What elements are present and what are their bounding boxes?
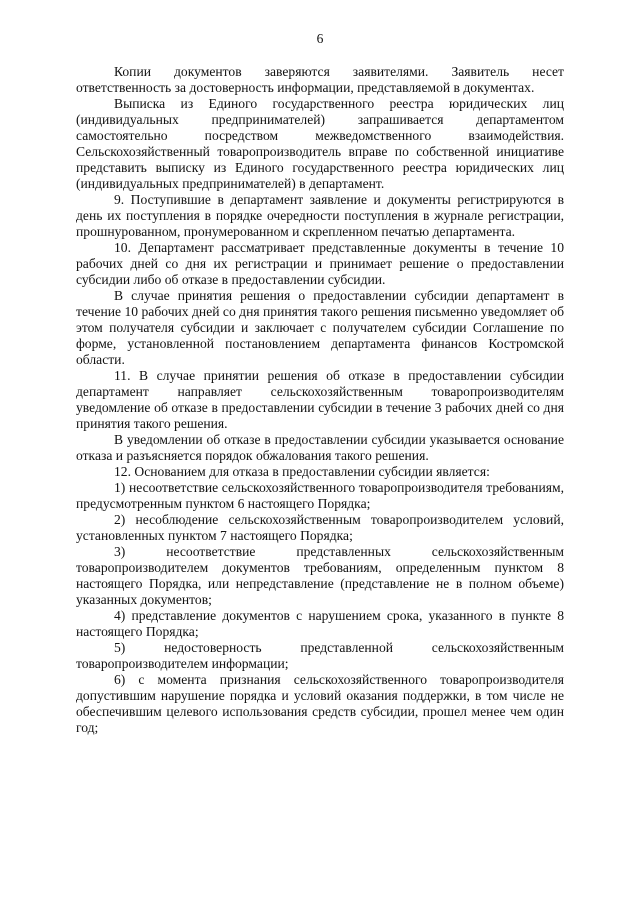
paragraph-item-10: 10. Департамент рассматривает представленные документы в течение 10 рабочих дней со дня их регистрации и принимает решение о предоставлении субсидии либо об отказе в предоставлении субсидии. [76, 240, 564, 287]
page-number: 6 [316, 31, 324, 46]
paragraph-item-12: 12. Основанием для отказа в предоставлении субсидии является: [114, 464, 490, 479]
list-item-5: 5) недостоверность представленной сельскохозяйственным товаропроизводителем информации; [76, 640, 564, 671]
list-item-6: 6) с момента признания сельскохозяйственного товаропроизводителя допустившим нарушение порядка и условий оказания поддержки, в том числе не обеспечившим целевого использования средств субсидии, прошел менее чем один год; [76, 672, 564, 735]
paragraph-registry-extract: Выписка из Единого государственного реестра юридических лиц (индивидуальных предпринимателей) запрашивается департаментом самостоятельно посредством межведомственного взаимодействия. Сельскохозяйственный товаропроизводитель вправе по собственной инициативе представить выписку из Единого государственного реестра юридических лиц (индивидуальных предпринимателей) в департамент. [76, 96, 564, 191]
document-page [76, 30, 564, 736]
list-item-4: 4) представление документов с нарушением срока, указанного в пункте 8 настоящего Порядка; [76, 608, 564, 639]
list-item-1: 1) несоответствие сельскохозяйственного товаропроизводителя требованиям, предусмотренным пунктом 6 настоящего Порядка; [76, 480, 564, 511]
paragraph-subsidy-granted: В случае принятия решения о предоставлении субсидии департамент в течение 10 рабочих дней со дня принятия такого решения письменно уведомляет об этом получателя субсидии и заключает с получателем субсидии Соглашение по форме, установленной постановлением департамента финансов Костромской области. [76, 288, 564, 367]
list-item-2: 2) несоблюдение сельскохозяйственным товаропроизводителем условий, установленных пунктом 7 настоящего Порядка; [76, 512, 564, 543]
paragraph-item-11: 11. В случае принятии решения об отказе в предоставлении субсидии департамент направляет сельскохозяйственным товаропроизводителям уведомление об отказе в предоставлении субсидии в течение 3 рабочих дней со дня принятия такого решения. [76, 368, 564, 431]
list-item-3: 3) несоответствие представленных сельскохозяйственным товаропроизводителем документов требованиям, определенным пунктом 8 настоящего Порядка, или непредставление (представление не в полном объеме) указанных документов; [76, 544, 564, 607]
paragraph-item-9: 9. Поступившие в департамент заявление и документы регистрируются в день их поступления в порядке очередности поступления в журнале регистрации, прошнурованном, пронумерованном и скрепленном печатью департамента. [76, 192, 564, 239]
paragraph-copies-certification: Копии документов заверяются заявителями. Заявитель несет ответственность за достоверность информации, представляемой в документах. [76, 64, 564, 95]
paragraph-refusal-notice: В уведомлении об отказе в предоставлении субсидии указывается основание отказа и разъясняется порядок обжалования такого решения. [76, 432, 564, 463]
